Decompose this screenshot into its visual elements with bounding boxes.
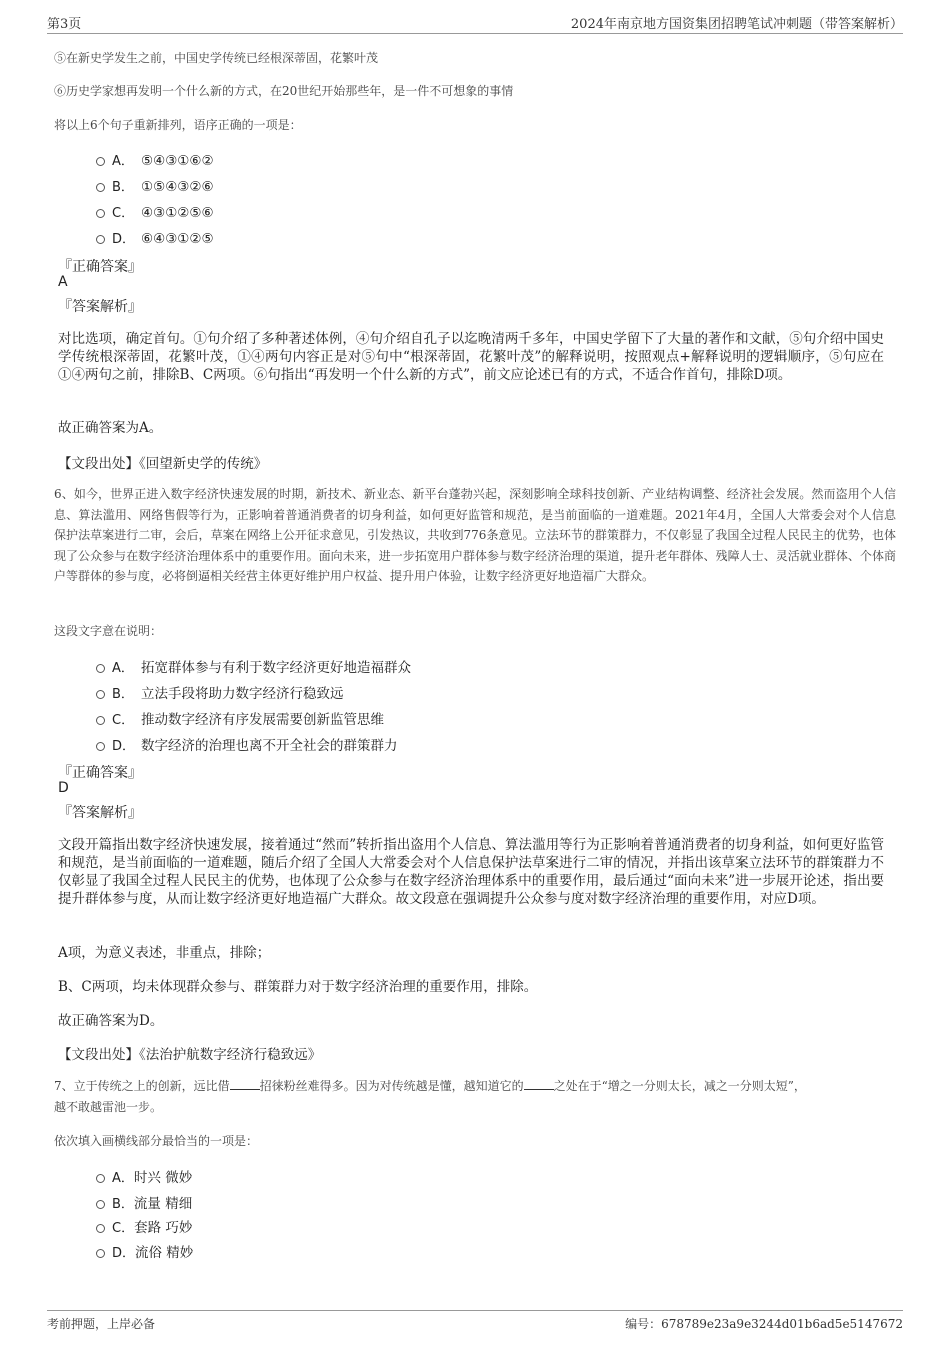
- radio-icon[interactable]: [96, 1249, 105, 1258]
- option-a[interactable]: A． 拓宽群体参与有利于数字经济更好地造福群众: [96, 656, 411, 676]
- option-d[interactable]: D． ⑥④③①②⑤: [96, 228, 214, 247]
- footer-serial: 编号：678789e23a9e3244d01b6ad5e5147672: [625, 1317, 903, 1331]
- page-footer: [47, 1310, 903, 1331]
- option-a[interactable]: A． ⑤④③①⑥②: [96, 150, 214, 169]
- header-divider: [47, 33, 903, 34]
- radio-icon[interactable]: [96, 664, 105, 673]
- radio-icon[interactable]: [96, 1200, 105, 1209]
- option-c[interactable]: C． 推动数字经济有序发展需要创新监管思维: [96, 708, 384, 728]
- question-prompt: 这段文字意在说明：: [54, 624, 163, 638]
- radio-icon[interactable]: [96, 209, 105, 218]
- radio-icon[interactable]: [96, 235, 105, 244]
- page-number: 第3页: [47, 17, 82, 32]
- option-b[interactable]: B． ①⑤④③②⑥: [96, 176, 214, 195]
- sentence-6: ⑥历史学家想再发明一个什么新的方式，在20世纪开始那些年，是一件不可想象的事情: [54, 84, 514, 98]
- radio-icon[interactable]: [96, 1174, 105, 1183]
- analysis-label: 『答案解析』: [58, 299, 142, 315]
- radio-icon[interactable]: [96, 157, 105, 166]
- option-a[interactable]: A．时兴 微妙: [96, 1166, 192, 1186]
- conclusion: 故正确答案为D。: [58, 1013, 164, 1029]
- note-option-bc: B、C两项，均未体现群众参与、群策群力对于数字经济治理的重要作用，排除。: [58, 979, 538, 995]
- radio-icon[interactable]: [96, 742, 105, 751]
- question-prompt: 依次填入画横线部分最恰当的一项是：: [54, 1134, 259, 1148]
- question-passage: 6、如今，世界正进入数字经济快速发展的时期，新技术、新业态、新平台蓬勃兴起，深刻影响全球科技创新、产业结构调整、经济社会发展。然而盗用个人信息、算法滥用、网络售假等行为，正影响着普通消费者的切身利益，如何更好监管和规范，是当前面临的一道难题。2021年4月，全国人大常委会对个人信息保护法草案进行二审，会后，草案在网络上公开征求意见，引发热议，共收到776条意见。立法环节的群策群力，不仅彰显了我国全过程人民民主的优势，也体现了公众参与在数字经济治理体系中的重要作用。面向未来，进一步拓宽用户群体参与数字经济治理的渠道，提升老年群体、残障人士、灵活就业群体、个体商户等群体的参与度，必将倒逼相关经营主体更好维护用户权益、提升用户体验，让数字经济更好地造福广大群众。: [54, 487, 896, 584]
- analysis-label: 『答案解析』: [58, 805, 142, 821]
- answer-value: A: [58, 274, 68, 290]
- question-prompt: 将以上6个句子重新排列，语序正确的一项是：: [54, 118, 302, 132]
- note-option-a: A项，为意义表述，非重点，排除；: [58, 945, 271, 961]
- source-citation: 【文段出处】《法治护航数字经济行稳致远》: [58, 1047, 322, 1063]
- answer-label: 『正确答案』: [58, 259, 142, 275]
- footer-slogan: 考前押题，上岸必备: [47, 1317, 156, 1331]
- document-title: 2024年南京地方国资集团招聘笔试冲刺题（带答案解析）: [570, 17, 903, 32]
- option-b[interactable]: B．流量 精细: [96, 1192, 192, 1212]
- sentence-5: ⑤在新史学发生之前，中国史学传统已经根深蒂固，花繁叶茂: [54, 51, 379, 65]
- option-d[interactable]: D．流俗 精妙: [96, 1241, 193, 1261]
- fill-blank: [524, 1078, 554, 1090]
- answer-label: 『正确答案』: [58, 765, 142, 781]
- option-b[interactable]: B． 立法手段将助力数字经济行稳致远: [96, 682, 344, 702]
- option-c[interactable]: C． ④③①②⑤⑥: [96, 202, 214, 221]
- question-passage-line1: 7、立于传统之上的创新，远比借 招徕粉丝难得多。因为对传统越是懂，越知道它的 之处在于“增之一分则太长，减之一分则太短”，: [54, 1079, 806, 1093]
- page-header: [0, 0, 950, 34]
- option-d[interactable]: D． 数字经济的治理也离不开全社会的群策群力: [96, 734, 398, 754]
- fill-blank: [230, 1078, 260, 1090]
- radio-icon[interactable]: [96, 690, 105, 699]
- radio-icon[interactable]: [96, 1224, 105, 1233]
- question-passage-line2: 越不敢越雷池一步。: [54, 1100, 163, 1114]
- answer-value: D: [58, 780, 69, 796]
- conclusion: 故正确答案为A。: [58, 420, 163, 436]
- source-citation: 【文段出处】《回望新史学的传统》: [58, 456, 268, 472]
- analysis-text: 对比选项，确定首句。①句介绍了多种著述体例，④句介绍自孔子以迄晚清两千多年，中国史学留下了大量的著作和文献，⑤句介绍中国史学传统根深蒂固，花繁叶茂，①④两句内容正是对⑤句中“根深蒂固，花繁叶茂”的解释说明，按照观点+解释说明的逻辑顺序，⑤句应在①④两句之前，排除B、C两项。⑥句指出“再发明一个什么新的方式”，前文应论述已有的方式，不适合作首句，排除D项。: [58, 331, 884, 383]
- radio-icon[interactable]: [96, 716, 105, 725]
- analysis-text: 文段开篇指出数字经济快速发展，接着通过“然而”转折指出盗用个人信息、算法滥用等行为正影响着普通消费者的切身利益，如何更好监管和规范，是当前面临的一道难题，随后介绍了全国人大常委会对个人信息保护法草案进行二审的情况，并指出该草案立法环节的群策群力不仅彰显了我国全过程人民民主的优势，也体现了公众参与在数字经济治理体系中的重要作用，最后通过“面向未来”进一步展开论述，指出要提升群体参与度，从而让数字经济更好地造福广大群众。故文段意在强调提升公众参与度对数字经济治理的重要作用，对应D项。: [58, 837, 884, 907]
- option-c[interactable]: C．套路 巧妙: [96, 1216, 192, 1236]
- radio-icon[interactable]: [96, 183, 105, 192]
